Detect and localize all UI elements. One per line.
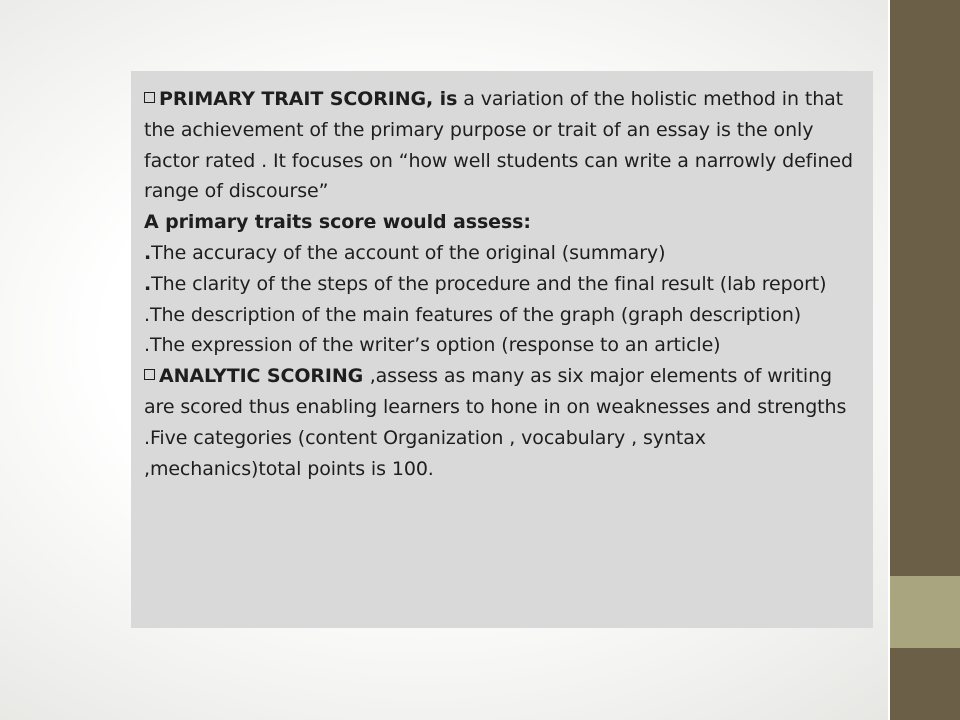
side-band-top — [890, 0, 960, 576]
primary-trait-is: is — [439, 88, 458, 110]
square-bullet-icon — [144, 369, 155, 380]
analytic-categories: .Five categories (content Organization , vocabulary , syntax ,mechanics)total points is 100. — [144, 426, 706, 480]
side-band-bottom — [890, 648, 960, 720]
paragraph-analytic — [144, 361, 861, 423]
trait-item-graph: .The description of the main features of the graph (graph description) — [144, 303, 802, 326]
primary-trait-definition: a variation of the holistic method in that the achievement of the primary purpose or trait of an essay is the only factor rated . It focuses on “how well students can write a narrowly defined range of discourse” — [144, 88, 853, 203]
assess-heading: A primary traits score would assess: — [144, 211, 531, 234]
item-dot: . — [144, 272, 152, 295]
trait-item-summary-text: The accuracy of the account of the original (summary) — [151, 241, 666, 264]
item-dot: . — [144, 241, 152, 264]
primary-trait-term: PRIMARY TRAIT SCORING, — [159, 88, 440, 110]
trait-item-lab-report — [144, 269, 861, 300]
square-bullet-icon — [144, 92, 155, 103]
content-text-box — [131, 71, 873, 628]
paragraph-primary-trait — [144, 84, 861, 207]
side-band-accent — [890, 576, 960, 648]
analytic-definition: ,assess as many as six major elements of writing are scored thus enabling learners to hone in on weaknesses and strengths — [144, 365, 847, 418]
trait-item-summary — [144, 238, 861, 269]
trait-item-lab-report-text: The clarity of the steps of the procedure and the final result (lab report) — [151, 272, 827, 295]
trait-item-response: .The expression of the writer’s option (response to an article) — [144, 334, 721, 357]
analytic-term: ANALYTIC SCORING — [159, 365, 370, 388]
